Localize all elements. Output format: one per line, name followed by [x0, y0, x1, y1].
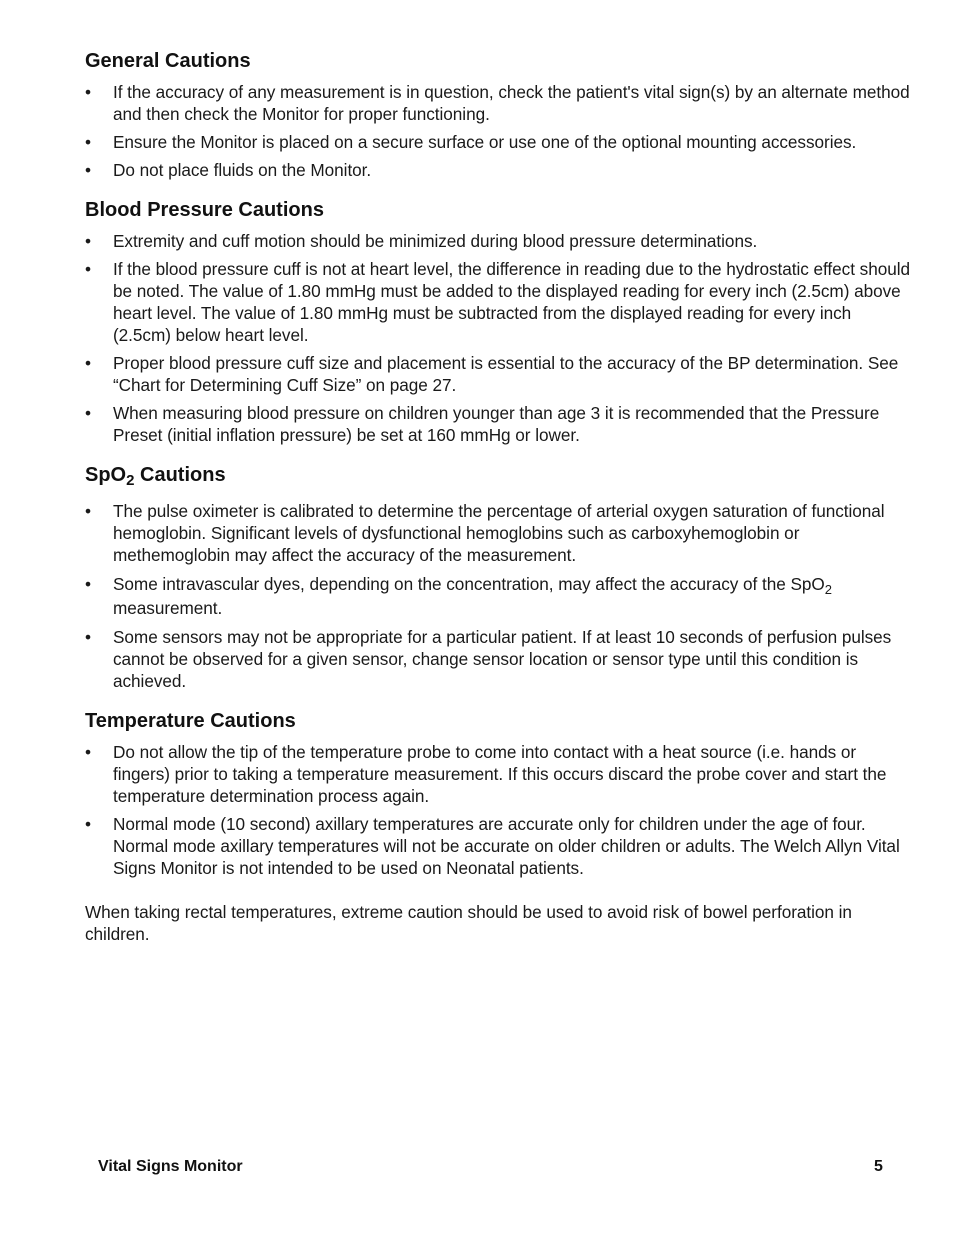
list-item-text: Do not place fluids on the Monitor. — [113, 160, 372, 180]
bullet-icon: • — [85, 814, 91, 834]
list-item-text-continued: measurement. — [113, 598, 223, 618]
bullet-icon: • — [85, 353, 91, 373]
list-item-text: Do not allow the tip of the temperature probe to come into contact with a heat source (i.e. hands or fingers) prior to taking a temperature measurement. If this occurs discard the probe cover and start the temperature determination process again. — [113, 742, 887, 806]
list-item-text: When measuring blood pressure on children younger than age 3 it is recommended that the Pressure Preset (initial inflation pressure) be set at 160 mmHg or lower. — [113, 403, 880, 445]
spo2-cautions-section — [85, 462, 911, 692]
bullet-icon: • — [85, 403, 91, 423]
list-item-text: Normal mode (10 second) axillary temperatures are accurate only for children under the age of four. Normal mode axillary temperatures will not be accurate on older children or adults. The Welch Allyn Vital Signs Monitor is not intended to be used on Neonatal patients. — [113, 814, 900, 878]
general-cautions-list — [85, 81, 911, 181]
list-item — [85, 572, 911, 620]
spo2-subscript: 2 — [824, 582, 832, 597]
list-item-text: Extremity and cuff motion should be minimized during blood pressure determinations. — [113, 231, 758, 251]
list-item — [85, 813, 911, 879]
page-number: 5 — [874, 1158, 883, 1175]
list-item — [85, 500, 911, 566]
temperature-cautions-section — [85, 708, 911, 879]
bullet-icon: • — [85, 742, 91, 762]
closing-paragraph: When taking rectal temperatures, extreme caution should be used to avoid risk of bowel perforation in children. — [85, 902, 852, 944]
spo2-cautions-heading — [85, 462, 911, 488]
list-item-text: If the accuracy of any measurement is in question, check the patient's vital sign(s) by an alternate method and then check the Monitor for proper functioning. — [113, 82, 910, 124]
general-cautions-section — [85, 48, 911, 181]
spo2-cautions-list — [85, 500, 911, 692]
document-page — [85, 48, 911, 945]
bullet-icon: • — [85, 132, 91, 152]
list-item — [85, 626, 911, 692]
list-item-text: Some intravascular dyes, depending on the concentration, may affect the accuracy of the SpO — [113, 574, 825, 594]
blood-pressure-cautions-list — [85, 230, 911, 446]
bullet-icon: • — [85, 627, 91, 647]
list-item — [85, 352, 911, 396]
bullet-icon: • — [85, 160, 91, 180]
blood-pressure-cautions-heading: Blood Pressure Cautions — [85, 199, 324, 221]
temperature-cautions-heading: Temperature Cautions — [85, 710, 296, 732]
list-item-text: Proper blood pressure cuff size and placement is essential to the accuracy of the BP determination. See “Chart for Determining Cuff Size” on page 27. — [113, 353, 899, 395]
bullet-icon: • — [85, 574, 91, 594]
list-item — [85, 258, 911, 346]
temperature-cautions-list — [85, 741, 911, 879]
list-item-text: Some sensors may not be appropriate for a particular patient. If at least 10 seconds of perfusion pulses cannot be observed for a given sensor, change sensor location or sensor type until this condition is achieved. — [113, 627, 892, 691]
blood-pressure-cautions-section — [85, 197, 911, 446]
footer-title: Vital Signs Monitor — [98, 1158, 243, 1175]
list-item — [85, 230, 911, 252]
spo2-heading-subscript: 2 — [126, 472, 135, 489]
general-cautions-heading: General Cautions — [85, 50, 251, 72]
list-item — [85, 741, 911, 807]
list-item — [85, 131, 911, 153]
spo2-heading-rest: Cautions — [134, 464, 226, 486]
list-item-text: If the blood pressure cuff is not at heart level, the difference in reading due to the hydrostatic effect should be noted. The value of 1.80 mmHg must be added to the displayed reading for every inch (2.5cm) above heart level. The value of 1.80 mmHg must be subtracted from the displayed reading for every inch (2.5cm) below heart level. — [113, 259, 910, 345]
spo2-heading-main: SpO — [85, 464, 127, 486]
list-item — [85, 81, 911, 125]
list-item — [85, 402, 911, 446]
list-item-text: The pulse oximeter is calibrated to determine the percentage of arterial oxygen saturation of functional hemoglobin. Significant levels of dysfunctional hemoglobins such as carboxyhemoglobin or methemoglobin may affect the accuracy of the measurement. — [113, 501, 885, 565]
bullet-icon: • — [85, 231, 91, 251]
bullet-icon: • — [85, 82, 91, 102]
list-item — [85, 159, 911, 181]
bullet-icon: • — [85, 501, 91, 521]
list-item-text: Ensure the Monitor is placed on a secure surface or use one of the optional mounting accessories. — [113, 132, 857, 152]
bullet-icon: • — [85, 259, 91, 279]
